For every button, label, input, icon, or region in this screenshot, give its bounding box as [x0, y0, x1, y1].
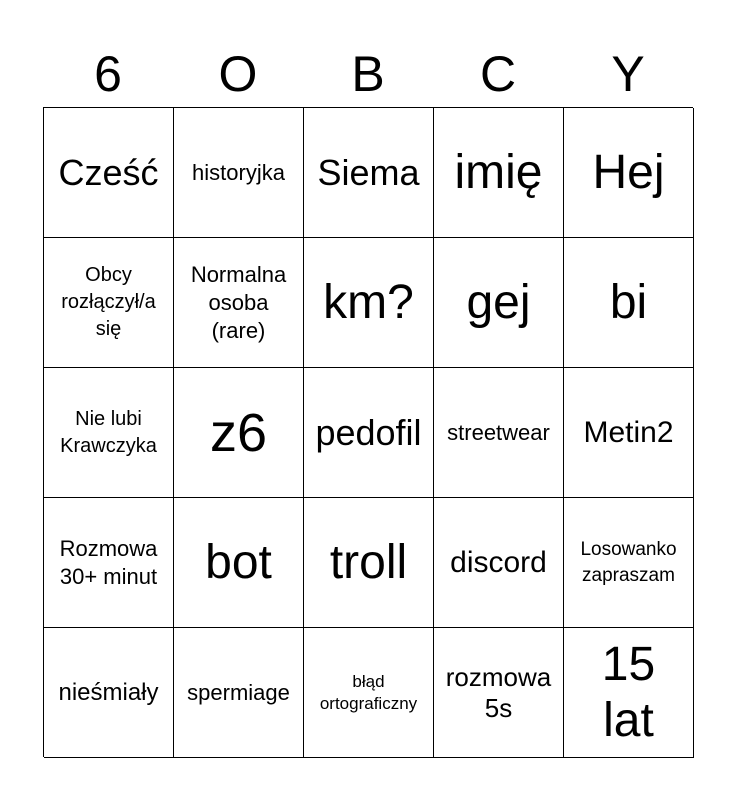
cell-text: Losowanko zapraszam: [580, 538, 677, 586]
bingo-header: [43, 44, 693, 104]
header-letter-o: O: [218, 46, 258, 102]
bingo-cell[interactable]: [564, 498, 694, 628]
bingo-cell[interactable]: [44, 238, 174, 368]
cell-text: imię: [454, 145, 543, 199]
bingo-cell[interactable]: [304, 628, 434, 758]
header-letter-6: 6: [94, 46, 122, 102]
header-letter-y: Y: [611, 46, 645, 102]
bingo-cell[interactable]: [564, 238, 694, 368]
cell-text: bi: [609, 275, 648, 329]
cell-text: Obcy rozłączył/a się: [61, 264, 156, 340]
cell-text: nieśmiały: [58, 678, 159, 706]
cell-text: rozmowa 5s: [445, 661, 552, 723]
bingo-cell[interactable]: [174, 498, 304, 628]
cell-text: Siema: [317, 151, 420, 193]
bingo-cell[interactable]: [304, 368, 434, 498]
cell-text: Normalna osoba (rare): [190, 261, 287, 343]
cell-text: gej: [466, 275, 531, 329]
bingo-cell[interactable]: [174, 238, 304, 368]
bingo-cell[interactable]: [434, 498, 564, 628]
cell-text: historyjka: [192, 159, 285, 185]
bingo-cell[interactable]: [434, 238, 564, 368]
cell-text: discord: [450, 545, 547, 579]
cell-text: Hej: [592, 145, 665, 199]
bingo-grid: [43, 107, 693, 757]
cell-text: 15 lat: [601, 637, 656, 747]
bingo-cell[interactable]: [44, 108, 174, 238]
header-letter-c: C: [479, 46, 517, 102]
bingo-cell[interactable]: [174, 368, 304, 498]
bingo-cell[interactable]: [564, 368, 694, 498]
bingo-cell[interactable]: [174, 108, 304, 238]
cell-text: Rozmowa 30+ minut: [59, 535, 158, 589]
bingo-cell[interactable]: [434, 108, 564, 238]
cell-text: troll: [329, 535, 408, 589]
bingo-cell[interactable]: [304, 108, 434, 238]
cell-text: pedofil: [315, 411, 422, 453]
bingo-cell[interactable]: [304, 498, 434, 628]
cell-text: Cześć: [58, 151, 159, 193]
cell-text: z6: [209, 402, 268, 463]
bingo-cell[interactable]: [304, 238, 434, 368]
cell-text: bot: [205, 535, 272, 589]
cell-text: błąd ortograficzny: [319, 671, 418, 713]
bingo-cell[interactable]: [434, 368, 564, 498]
cell-text: streetwear: [447, 419, 550, 445]
bingo-cell[interactable]: [44, 628, 174, 758]
bingo-cell[interactable]: [434, 628, 564, 758]
cell-text: spermiage: [187, 679, 290, 705]
bingo-cell[interactable]: [564, 108, 694, 238]
bingo-cell[interactable]: [44, 368, 174, 498]
cell-text: Metin2: [583, 415, 674, 449]
bingo-cell[interactable]: [174, 628, 304, 758]
cell-text: Nie lubi Krawczyka: [60, 407, 157, 457]
cell-text: km?: [323, 275, 414, 329]
header-letter-b: B: [351, 46, 385, 102]
bingo-cell[interactable]: [44, 498, 174, 628]
bingo-cell[interactable]: [564, 628, 694, 758]
